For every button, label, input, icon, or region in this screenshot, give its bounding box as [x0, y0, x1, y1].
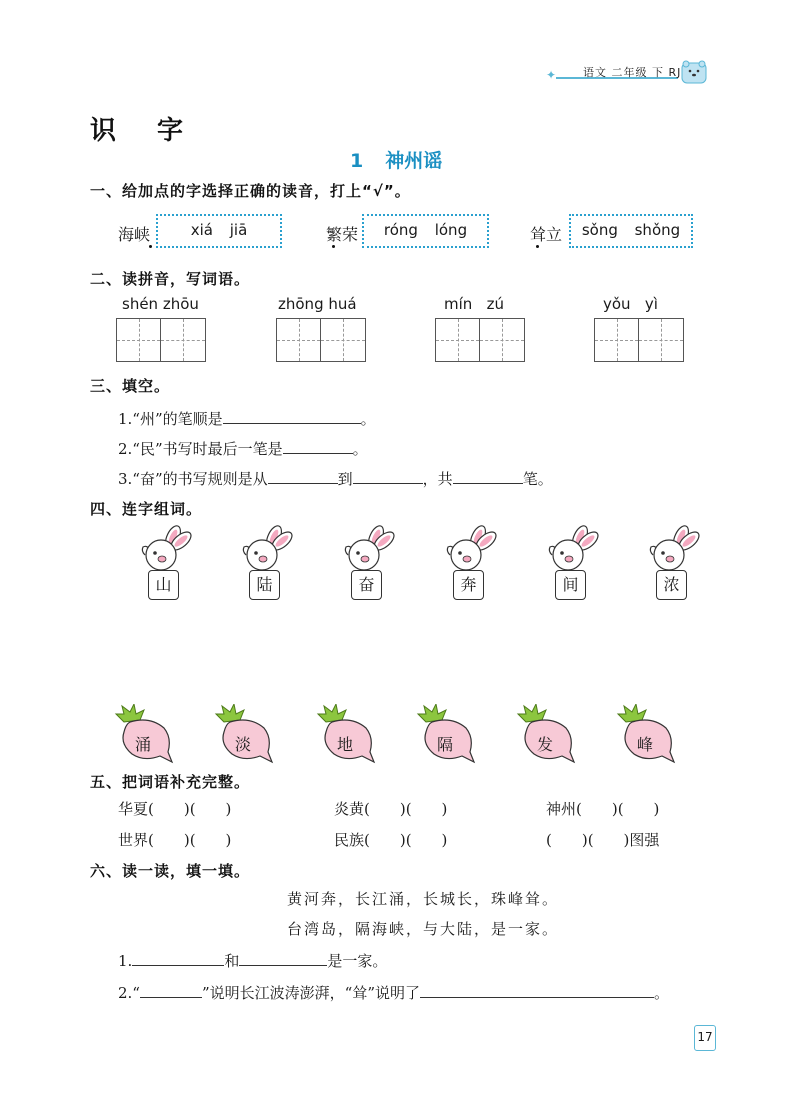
- emphasis-dot: [536, 245, 539, 248]
- writing-grid-3[interactable]: [435, 318, 525, 362]
- q6-2-blank-1[interactable]: [140, 983, 202, 998]
- q1-text: 1.“州”的笔顺是: [118, 410, 223, 428]
- q3-to: 到: [337, 470, 353, 488]
- section5-instruction: 五、把词语补充完整。: [90, 773, 251, 791]
- rabbit-card[interactable]: [440, 525, 500, 601]
- q6-1-blank-2[interactable]: [239, 951, 327, 966]
- radish-character: 发: [536, 735, 553, 754]
- rabbit-icon: [643, 525, 703, 575]
- q3-blank-3[interactable]: [453, 469, 523, 484]
- writing-grid-1[interactable]: [116, 318, 206, 362]
- section3-instruction: 三、填空。: [90, 377, 171, 395]
- rabbit-character: 浓: [656, 570, 687, 600]
- q2-end: 。: [352, 440, 368, 458]
- radish-character: 淡: [234, 735, 251, 754]
- rabbit-card[interactable]: [135, 525, 195, 601]
- fill-q2: [118, 438, 368, 459]
- q2-text: 2.“民”书写时最后一笔是: [118, 440, 283, 458]
- q3-total: ，共: [422, 470, 453, 488]
- radish-character: 隔: [436, 735, 453, 754]
- chapter-title: 识 字: [90, 116, 200, 146]
- word-fanrong: 繁荣: [326, 225, 359, 244]
- star-icon: ✦: [546, 68, 557, 82]
- writing-grid-2[interactable]: [276, 318, 366, 362]
- rabbit-card[interactable]: [542, 525, 602, 601]
- poem-line-2: 台湾岛，隔海峡，与大陆，是一家。: [287, 920, 560, 938]
- radish-card[interactable]: [312, 704, 378, 764]
- phrase-shijie[interactable]: 世界( )( ): [118, 831, 232, 849]
- section2-instruction: 二、读拼音，写词语。: [90, 270, 251, 288]
- q1-end: 。: [360, 410, 376, 428]
- radish-character: 涌: [134, 735, 151, 754]
- pinyin-youyi: yǒu yì: [603, 295, 658, 313]
- pinyin-shenzhou: shén zhōu: [122, 295, 199, 313]
- q6-2-text: ”说明长江波涛澎湃，“耸”说明了: [201, 984, 420, 1002]
- emphasis-dot: [149, 245, 152, 248]
- header-subject-grade: 语文 二年级 下 RJ: [583, 66, 682, 79]
- phrase-shenzhou[interactable]: 神州( )( ): [546, 800, 660, 818]
- rabbit-card[interactable]: [643, 525, 703, 601]
- emphasis-dot: [332, 245, 335, 248]
- pinyin-minzu: mín zú: [444, 295, 504, 313]
- q6-2-end: 。: [654, 984, 670, 1002]
- lesson-number: 1: [350, 150, 364, 172]
- q2-blank[interactable]: [283, 439, 353, 454]
- rabbit-character: 奋: [351, 570, 382, 600]
- radish-card[interactable]: [412, 704, 478, 764]
- rabbit-icon: [440, 525, 500, 575]
- fill-6-q2: [118, 982, 669, 1003]
- fill-6-q1: [118, 950, 387, 971]
- rabbit-character: 山: [148, 570, 179, 600]
- rabbit-character: 间: [555, 570, 586, 600]
- radish-card[interactable]: [210, 704, 276, 764]
- radish-character: 峰: [636, 735, 653, 754]
- section1-instruction: 一、给加点的字选择正确的读音，打上“√”。: [90, 182, 411, 200]
- q3-text: 3.“奋”的书写规则是从: [118, 470, 268, 488]
- rabbit-character: 奔: [453, 570, 484, 600]
- page-number: 17: [694, 1025, 716, 1051]
- pinyin-choice-box-1[interactable]: xiá jiā: [156, 214, 282, 248]
- fill-q3: [118, 468, 553, 489]
- q3-end: 笔。: [522, 470, 553, 488]
- pinyin-zhonghua: zhōng huá: [278, 295, 357, 313]
- radish-card[interactable]: [110, 704, 176, 764]
- section4-instruction: 四、连字组词。: [90, 500, 203, 518]
- pinyin-choice-box-2[interactable]: róng lóng: [362, 214, 489, 248]
- q6-1-num: 1.: [118, 952, 133, 970]
- section6-instruction: 六、读一读，填一填。: [90, 862, 251, 880]
- q6-1-end: 是一家。: [327, 952, 388, 970]
- pinyin-choice-box-3[interactable]: sǒng shǒng: [569, 214, 693, 248]
- q6-2-blank-2[interactable]: [420, 983, 654, 998]
- rabbit-icon: [542, 525, 602, 575]
- lesson-name: 神州谣: [385, 150, 443, 172]
- writing-grid-4[interactable]: [594, 318, 684, 362]
- lesson-title: [350, 146, 442, 173]
- q6-1-and: 和: [224, 952, 240, 970]
- phrase-huaxia[interactable]: 华夏( )( ): [118, 800, 232, 818]
- radish-character: 地: [336, 735, 353, 754]
- phrase-tuqiang[interactable]: ( )( )图强: [546, 831, 660, 849]
- q1-blank[interactable]: [223, 409, 361, 424]
- bear-mascot-icon: [681, 60, 707, 84]
- word-haixia: 海峡: [118, 225, 151, 244]
- radish-card[interactable]: [512, 704, 578, 764]
- rabbit-card[interactable]: [338, 525, 398, 601]
- rabbit-icon: [236, 525, 296, 575]
- poem-line-1: 黄河奔，长江涌，长城长，珠峰耸。: [287, 890, 560, 908]
- q6-2-num: 2.“: [118, 984, 140, 1002]
- rabbit-character: 陆: [249, 570, 280, 600]
- phrase-minzu[interactable]: 民族( )( ): [334, 831, 448, 849]
- q6-1-blank-1[interactable]: [132, 951, 224, 966]
- phrase-yanhuang[interactable]: 炎黄( )( ): [334, 800, 448, 818]
- fill-q1: [118, 408, 376, 429]
- rabbit-icon: [338, 525, 398, 575]
- word-songli: 耸立: [530, 225, 563, 244]
- rabbit-icon: [135, 525, 195, 575]
- q3-blank-2[interactable]: [353, 469, 423, 484]
- radish-card[interactable]: [612, 704, 678, 764]
- rabbit-card[interactable]: [236, 525, 296, 601]
- q3-blank-1[interactable]: [268, 469, 338, 484]
